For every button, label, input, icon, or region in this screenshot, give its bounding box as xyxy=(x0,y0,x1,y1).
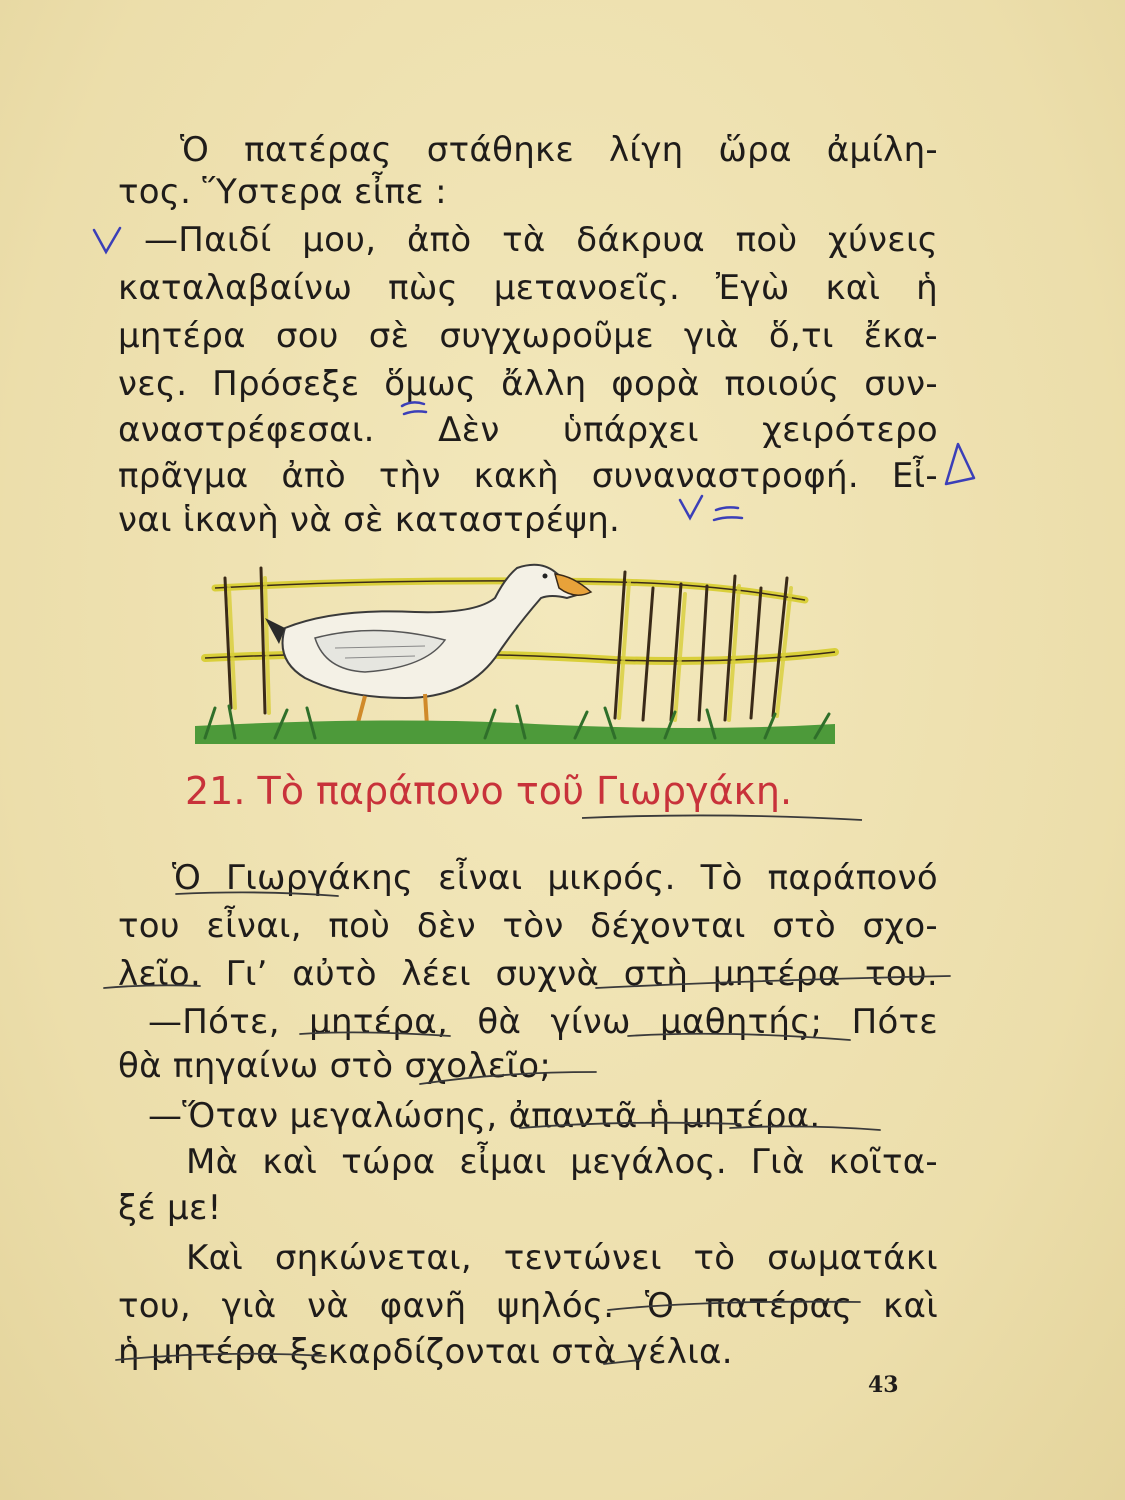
text-line: Ὁ Γιωργάκης εἶναι μικρός. Τὸ παράπονό xyxy=(172,858,938,898)
text-line: Καὶ σηκώνεται, τεντώνει τὸ σωματάκι xyxy=(186,1238,938,1278)
text-line: νες. Πρόσεξε ὅμως ἄλλη φορὰ ποιούς συν- xyxy=(118,364,938,404)
text-line: τος. Ὕστερα εἶπε : xyxy=(118,172,447,212)
text-line: ἡ μητέρα ξεκαρδίζονται στὰ γέλια. xyxy=(118,1332,733,1372)
text-line: καταλαβαίνω πὼς μετανοεῖς. Ἐγὼ καὶ ἡ xyxy=(118,268,938,308)
text-line: ναι ἱκανὴ νὰ σὲ καταστρέψη. xyxy=(118,500,621,540)
text-line: του, γιὰ νὰ φανῆ ψηλός. Ὁ πατέρας καὶ xyxy=(118,1286,938,1326)
text-line: —Παιδί μου, ἀπὸ τὰ δάκρυα ποὺ χύνεις xyxy=(144,220,938,260)
chapter-title: 21. Τὸ παράπονο τοῦ Γιωργάκη. xyxy=(185,769,793,813)
text-line: Μὰ καὶ τώρα εἶμαι μεγάλος. Γιὰ κοῖτα- xyxy=(186,1142,938,1182)
text-line: μητέρα σου σὲ συγχωροῦμε γιὰ ὅ,τι ἔκα- xyxy=(118,316,938,356)
text-line: ξέ με! xyxy=(118,1188,222,1228)
text-line: θὰ πηγαίνω στὸ σχολεῖο; xyxy=(118,1046,552,1086)
text-line: του εἶναι, ποὺ δὲν τὸν δέχονται στὸ σχο- xyxy=(118,906,938,946)
page-number: 43 xyxy=(868,1372,899,1398)
text-line: λεῖο. Γι’ αὐτὸ λέει συχνὰ στὴ μητέρα του. xyxy=(118,954,938,994)
text-line: —Ὅταν μεγαλώσης, ἀπαντᾶ ἡ μητέρα. xyxy=(148,1096,821,1136)
text-line: αναστρέφεσαι. Δὲν ὑπάρχει χειρότερο xyxy=(118,410,938,450)
text-line: —Πότε, μητέρα, θὰ γίνω μαθητής; Πότε xyxy=(148,1002,938,1042)
text-line: Ὁ πατέρας στάθηκε λίγη ὥρα ἀμίλη- xyxy=(180,130,938,170)
text-line: πρᾶγμα ἀπὸ τὴν κακὴ συναναστροφή. Εἶ- xyxy=(118,456,938,496)
